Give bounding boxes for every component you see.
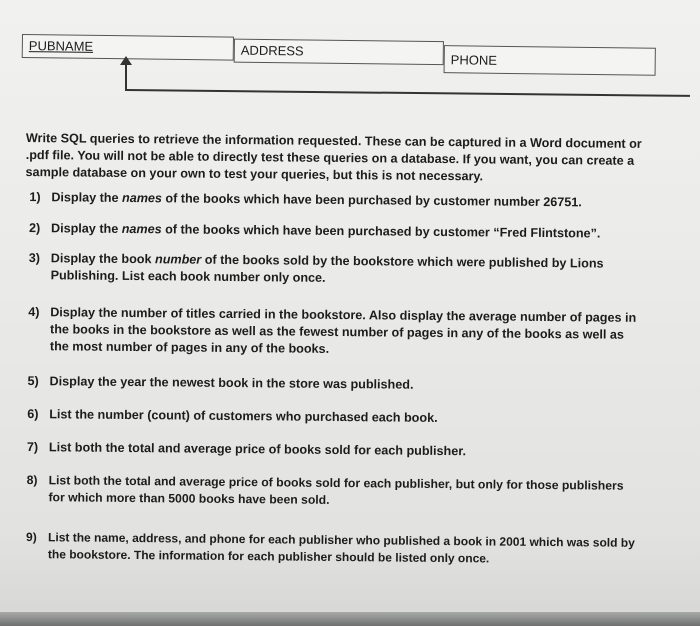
question-4: 4) Display the number of titles carried in the bookstore. Also display the average number of pages in the books in the bookstore as well as the fewest number of pages in any of the books as well as the most number of pages in any of the books. [28, 305, 637, 356]
column-pubname: PUBNAME [22, 34, 234, 61]
question-5: 5) Display the year the newest book in the store was published. [27, 374, 414, 392]
intro-paragraph: Write SQL queries to retrieve the information requested. These can be captured in a Word document or .pdf file. You will not be able to directly test these queries on a database. If you want, you can create a sample database on your own to test your queries, but this is not necessary. [25, 130, 642, 184]
question-9: 9) List the name, address, and phone for each publisher who published a book in 2001 which was sold by the bookstore. The information for each publisher should be listed only once. [26, 530, 635, 566]
question-6: 6) List the number (count) of customers who purchased each book. [27, 407, 438, 425]
question-3: 3) Display the book number of the books sold by the bookstore which were published by Lions Publishing. List each book number only once. [28, 251, 604, 285]
connector-stem [125, 64, 127, 90]
relationship-connector [120, 58, 690, 98]
question-8: 8) List both the total and average price of books sold for each publisher, but only for those publishers for which more than 5000 books have been sold. [26, 473, 624, 507]
column-address: ADDRESS [234, 39, 444, 66]
page-edge-shadow [0, 612, 700, 626]
question-1: 1) Display the names of the books which have been purchased by customer number 26751. [29, 190, 582, 210]
column-phone: PHONE [444, 45, 656, 76]
connector-line [125, 89, 690, 97]
question-7: 7) List both the total and average price of books sold for each publisher. [26, 440, 467, 459]
instructions [22, 130, 646, 569]
question-2: 2) Display the names of the books which have been purchased by customer “Fred Flintstone”. [28, 221, 601, 241]
